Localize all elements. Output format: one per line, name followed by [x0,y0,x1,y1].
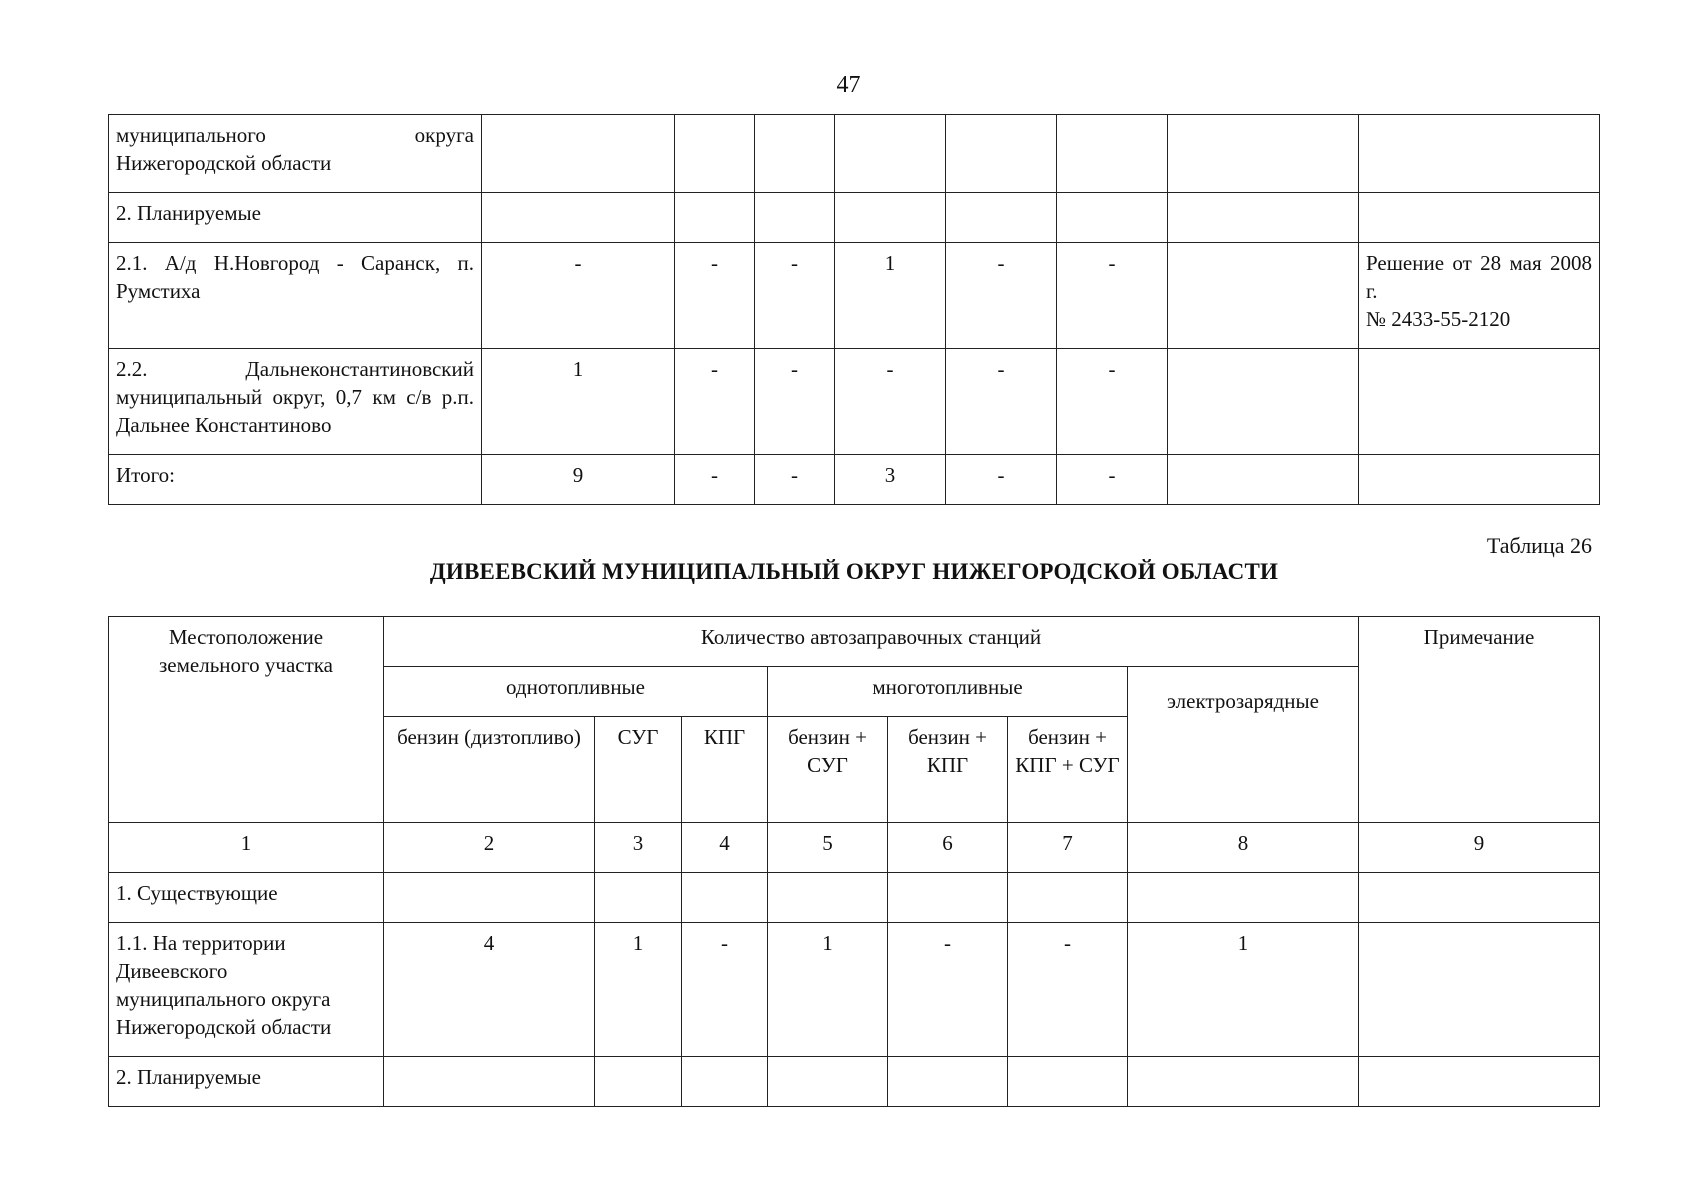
count-header: Количество автозаправочных станций [384,617,1359,667]
cell [768,1057,888,1107]
table-row [109,1057,1600,1107]
column-number: 5 [768,823,888,873]
table-row [109,115,1600,193]
subheader-petrol-lpg: бензин + СУГ [768,717,888,823]
cell [1359,193,1600,243]
cell: 1 [1128,923,1359,1057]
column-number: 4 [682,823,768,873]
cell [755,115,835,193]
table-row [109,193,1600,243]
cell [1359,923,1600,1057]
cell [1008,873,1128,923]
column-number: 1 [109,823,384,873]
cell [682,1057,768,1107]
cell: 9 [482,455,675,505]
multi-fuel-header: многотопливные [768,667,1128,717]
cell [482,115,675,193]
cell [888,873,1008,923]
cell: 1 [595,923,682,1057]
table-row [109,455,1600,505]
cell [1359,1057,1600,1107]
cell: - [482,243,675,349]
cell: - [682,923,768,1057]
cell: - [755,455,835,505]
row-label: 2. Планируемые [109,1057,384,1107]
subheader-petrol: бензин (дизтопливо) [384,717,595,823]
cell [768,873,888,923]
column-number: 2 [384,823,595,873]
cell [1168,243,1359,349]
note-header: Примечание [1359,617,1600,823]
cell: 4 [384,923,595,1057]
cell: - [1057,243,1168,349]
cell [1359,115,1600,193]
cell [888,1057,1008,1107]
table-row [109,349,1600,455]
table-title: ДИВЕЕВСКИЙ МУНИЦИПАЛЬНЫЙ ОКРУГ НИЖЕГОРОДСКОЙ ОБЛАСТИ [429,559,1279,584]
cell: - [1008,923,1128,1057]
cell: - [835,349,946,455]
cell: 1 [768,923,888,1057]
row-label: 2. Планируемые [109,193,482,243]
note-cell: Решение от 28 мая 2008 г. № 2433-55-2120 [1359,243,1600,349]
cell [1359,349,1600,455]
column-number: 3 [595,823,682,873]
table-row [109,873,1600,923]
row-label: 1. Существующие [109,873,384,923]
cell [1168,115,1359,193]
cell [835,193,946,243]
cell [482,193,675,243]
cell: - [675,349,755,455]
cell [682,873,768,923]
subheader-lpg: СУГ [595,717,682,823]
cell: - [675,243,755,349]
cell [1359,873,1600,923]
column-number: 7 [1008,823,1128,873]
cell [1008,1057,1128,1107]
cell [1057,193,1168,243]
subheader-petrol-cng: бензин + КПГ [888,717,1008,823]
cell: 1 [482,349,675,455]
column-number: 6 [888,823,1008,873]
cell [595,1057,682,1107]
cell [946,115,1057,193]
electric-header: электрозарядные [1128,667,1359,823]
cell [1128,873,1359,923]
cell: - [755,243,835,349]
table-row [109,243,1600,349]
cell [595,873,682,923]
row-label: муниципального округа Нижегородской области [109,115,482,193]
cell [675,193,755,243]
cell [1168,193,1359,243]
table-row [109,923,1600,1057]
row-label: 1.1. На территории Дивеевского муниципального округа Нижегородской области [109,923,384,1057]
header-row [109,617,1600,667]
cell [1057,115,1168,193]
cell: 3 [835,455,946,505]
continued-table [108,114,1600,505]
cell [1359,455,1600,505]
cell: - [946,349,1057,455]
subheader-cng: КПГ [682,717,768,823]
cell [755,193,835,243]
table-number: Таблица 26 [1486,533,1592,558]
cell: - [755,349,835,455]
column-number-row [109,823,1600,873]
page-number: 47 [836,72,861,98]
cell [1168,455,1359,505]
cell: - [1057,455,1168,505]
row-label: 2.2. Дальнеконстантиновский муниципальный округ, 0,7 км с/в р.п. Дальнее Константиново [109,349,482,455]
subheader-petrol-cng-lpg: бензин + КПГ + СУГ [1008,717,1128,823]
cell: - [946,455,1057,505]
cell: - [888,923,1008,1057]
row-label: 2.1. А/д Н.Новгород - Саранск, п. Румстиха [109,243,482,349]
cell [946,193,1057,243]
cell: 1 [835,243,946,349]
cell: - [675,455,755,505]
cell: - [946,243,1057,349]
single-fuel-header: однотопливные [384,667,768,717]
table-26 [108,616,1600,1107]
column-number: 8 [1128,823,1359,873]
cell [835,115,946,193]
cell [384,1057,595,1107]
cell [675,115,755,193]
row-label: Итого: [109,455,482,505]
cell [384,873,595,923]
cell: - [1057,349,1168,455]
cell [1128,1057,1359,1107]
cell [1168,349,1359,455]
location-header: Местоположение земельного участка [109,617,384,823]
column-number: 9 [1359,823,1600,873]
